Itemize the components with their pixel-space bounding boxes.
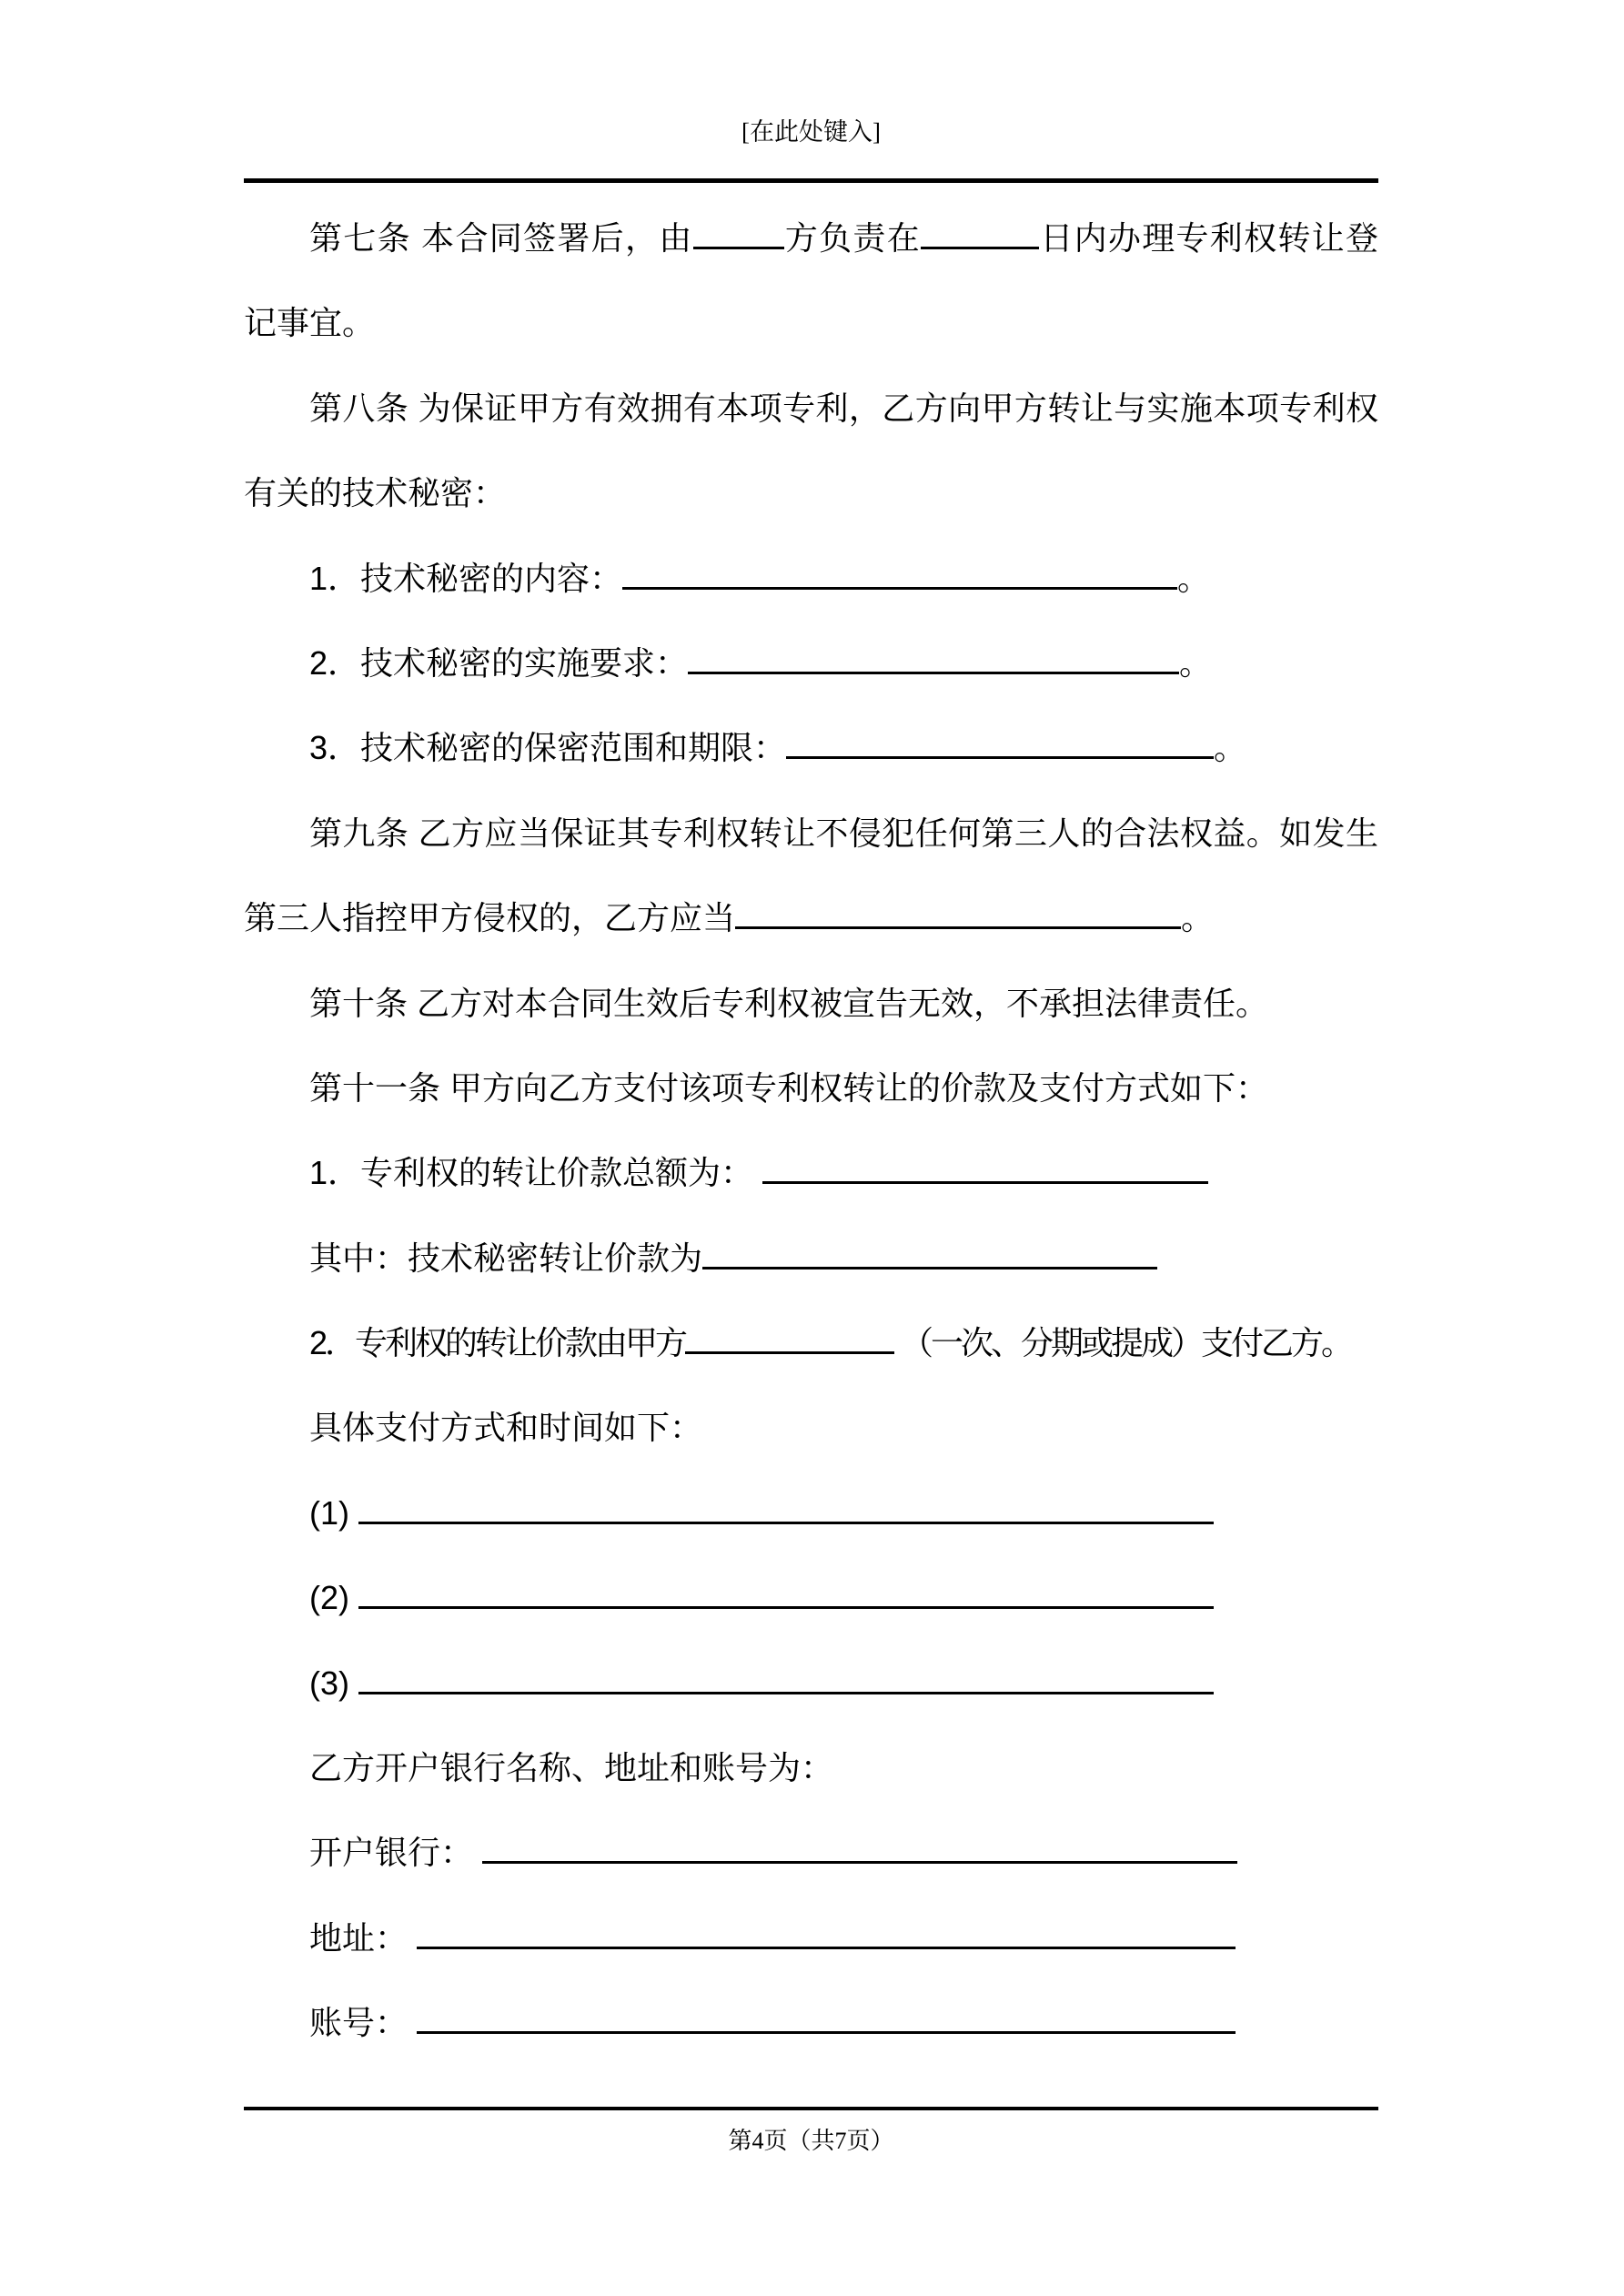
footer-divider — [244, 2107, 1378, 2110]
document-line — [244, 705, 1378, 790]
document-line — [244, 1641, 1378, 1725]
text-run: 有关的技术秘密： — [244, 474, 507, 512]
fill-in-blank-line — [685, 1315, 894, 1354]
fill-in-blank-line — [622, 551, 1177, 590]
text-run: (2) — [309, 1579, 358, 1617]
document-line — [244, 536, 1378, 621]
text-run: 开户银行： — [309, 1834, 483, 1872]
fill-in-blank-line — [735, 890, 1181, 929]
text-run: 第九条 乙方应当保证其专利权转让不侵犯任何第三人的合法权益。如发生 — [309, 814, 1378, 852]
text-run: 第十一条 甲方向乙方支付该项专利权转让的价款及支付方式如下： — [309, 1068, 1269, 1107]
text-run: 第十条 乙方对本合同生效后专利权被宣告无效，不承担法律责任。 — [309, 984, 1269, 1022]
fill-in-blank-line — [693, 210, 784, 249]
document-line — [244, 621, 1378, 705]
document-line — [244, 1046, 1378, 1130]
fill-in-blank-line — [688, 635, 1179, 674]
document-line — [244, 1471, 1378, 1555]
text-run: (1) — [309, 1493, 358, 1532]
document-line — [244, 1555, 1378, 1640]
text-run: 2．专利权的转让价款由甲方 — [309, 1324, 686, 1362]
document-line — [244, 1300, 1378, 1385]
text-run: 具体支付方式和时间如下： — [309, 1409, 703, 1447]
text-run: 第八条 为保证甲方有效拥有本项专利，乙方向甲方转让与实施本项专利权 — [309, 389, 1378, 427]
page-number: 第4页（共7页） — [728, 2128, 894, 2154]
fill-in-blank-line — [482, 1825, 1237, 1864]
text-run: 1．技术秘密的内容： — [309, 559, 623, 597]
document-line — [244, 1216, 1378, 1300]
document-line — [244, 450, 1378, 535]
fill-in-blank-line — [358, 1570, 1214, 1609]
fill-in-blank-line — [417, 1995, 1236, 2034]
text-run: 账号： — [309, 2004, 418, 2042]
fill-in-blank-line — [762, 1145, 1208, 1184]
fill-in-blank-line — [417, 1910, 1236, 1949]
document-line — [244, 1980, 1378, 2065]
header-divider — [244, 178, 1378, 183]
text-run: 。 — [1214, 729, 1247, 767]
document-line — [244, 1725, 1378, 1810]
text-run: 。 — [1177, 559, 1211, 597]
text-run: 第七条 本合同签署后，由 — [309, 219, 693, 257]
text-run: 日内办理专利权转让登 — [1039, 219, 1378, 257]
text-run: (3) — [309, 1664, 358, 1702]
document-body — [244, 196, 1378, 2066]
document-line — [244, 875, 1378, 960]
text-run: 。 — [1179, 643, 1213, 682]
document-line — [244, 196, 1378, 280]
document-line — [244, 1810, 1378, 1895]
fill-in-blank-line — [786, 720, 1214, 759]
fill-in-blank-line — [358, 1655, 1214, 1694]
text-run: 其中：技术秘密转让价款为 — [309, 1239, 703, 1277]
document-line — [244, 1130, 1378, 1215]
text-run: 。 — [1181, 899, 1215, 937]
document-line — [244, 1385, 1378, 1470]
document-line — [244, 366, 1378, 450]
text-run: 1．专利权的转让价款总额为： — [309, 1154, 763, 1192]
header-placeholder: [在此处键入] — [741, 118, 881, 146]
document-line — [244, 280, 1378, 365]
text-run: （一次、分期或提成）支付乙方。 — [894, 1324, 1352, 1362]
text-run: 方负责在 — [783, 219, 922, 257]
text-run: 乙方开户银行名称、地址和账号为： — [309, 1749, 834, 1787]
document-line — [244, 1896, 1378, 1980]
text-run: 2．技术秘密的实施要求： — [309, 643, 689, 682]
fill-in-blank-line — [358, 1485, 1214, 1524]
text-run: 地址： — [309, 1918, 418, 1957]
text-run: 记事宜。 — [244, 304, 376, 342]
text-run: 3．技术秘密的保密范围和期限： — [309, 729, 787, 767]
document-line — [244, 961, 1378, 1046]
text-run: 第三人指控甲方侵权的，乙方应当 — [244, 899, 736, 937]
fill-in-blank-line — [702, 1230, 1157, 1269]
fill-in-blank-line — [921, 210, 1039, 249]
document-line — [244, 791, 1378, 875]
